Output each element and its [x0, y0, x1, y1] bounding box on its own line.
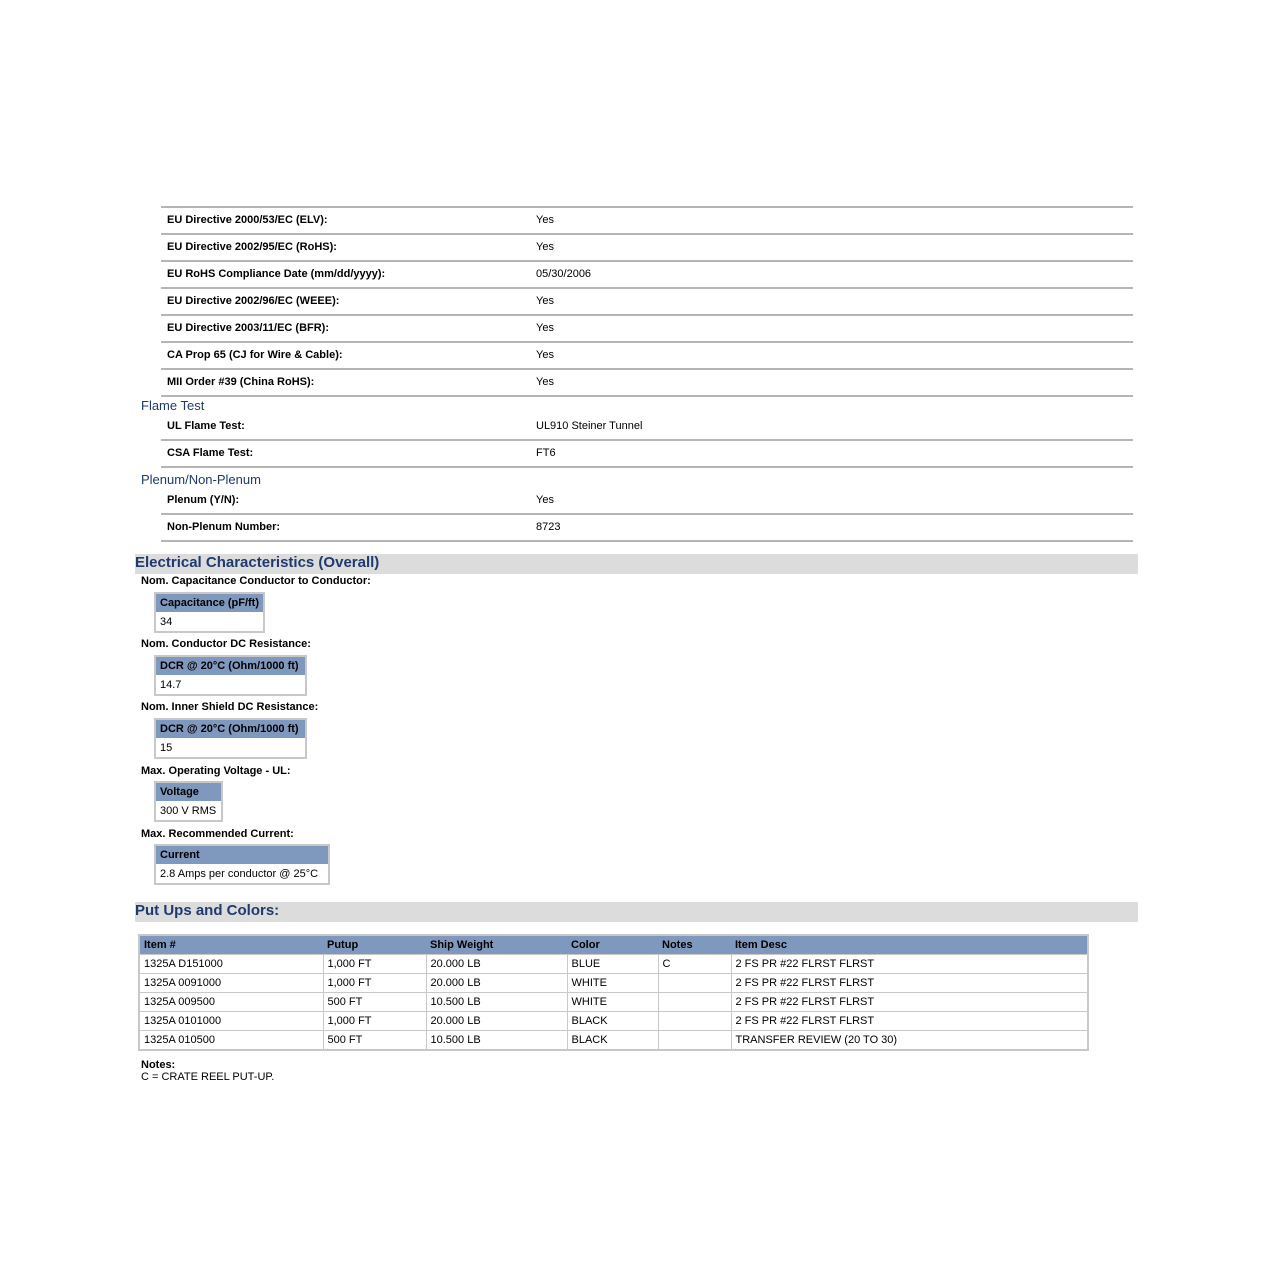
compliance-label: EU Directive 2003/11/EC (BFR): — [167, 322, 330, 334]
capacitance-label: Nom. Capacitance Conductor to Conductor: — [141, 575, 371, 587]
cell-item: 1325A 0101000 — [139, 1012, 323, 1031]
cell-color: BLUE — [567, 955, 658, 974]
current-value: 2.8 Amps per conductor @ 25°C — [160, 867, 319, 880]
capacitance-value: 34 — [160, 615, 173, 628]
compliance-row — [161, 206, 1133, 235]
compliance-value: Yes — [536, 322, 554, 334]
cell-color: BLACK — [567, 1031, 658, 1051]
cell-ship-weight: 20.000 LB — [426, 955, 567, 974]
compliance-value: Yes — [536, 241, 554, 253]
plenum-value: 8723 — [536, 521, 561, 533]
cell-putup: 1,000 FT — [323, 974, 426, 993]
compliance-row — [161, 343, 1133, 370]
current-label: Max. Recommended Current: — [141, 828, 294, 840]
table-row — [139, 993, 1088, 1012]
notes-title: Notes: — [141, 1059, 176, 1071]
compliance-value: Yes — [536, 349, 554, 361]
shield-dcr-header: DCR @ 20°C (Ohm/1000 ft) — [155, 719, 306, 738]
cell-item-desc: TRANSFER REVIEW (20 TO 30) — [731, 1031, 1088, 1051]
compliance-label: MII Order #39 (China RoHS): — [167, 376, 315, 388]
cell-ship-weight: 20.000 LB — [426, 1012, 567, 1031]
putups-header-row — [139, 935, 1088, 955]
compliance-value: 05/30/2006 — [536, 268, 592, 280]
capacitance-header: Capacitance (pF/ft) — [155, 593, 264, 612]
shield-dcr-label: Nom. Inner Shield DC Resistance: — [141, 701, 319, 713]
cell-item-desc: 2 FS PR #22 FLRST FLRST — [731, 993, 1088, 1012]
cell-notes: C — [658, 955, 731, 974]
plenum-row — [161, 515, 1133, 542]
cell-notes — [658, 974, 731, 993]
cell-item: 1325A 010500 — [139, 1031, 323, 1051]
col-header-notes: Notes — [658, 935, 731, 955]
flame-test-value: FT6 — [536, 447, 556, 459]
compliance-row — [161, 289, 1133, 316]
compliance-label: EU Directive 2000/53/EC (ELV): — [167, 214, 328, 226]
cell-item-desc: 2 FS PR #22 FLRST FLRST — [731, 955, 1088, 974]
notes-text: C = CRATE REEL PUT-UP. — [141, 1071, 275, 1083]
plenum-label: Non-Plenum Number: — [167, 521, 281, 533]
compliance-row — [161, 235, 1133, 262]
flame-test-label: CSA Flame Test: — [167, 447, 254, 459]
flame-test-label: UL Flame Test: — [167, 420, 245, 432]
cell-notes — [658, 993, 731, 1012]
cell-item: 1325A D151000 — [139, 955, 323, 974]
compliance-value: Yes — [536, 295, 554, 307]
electrical-section-band — [135, 554, 1138, 574]
col-header-color: Color — [567, 935, 658, 955]
col-header-putup: Putup — [323, 935, 426, 955]
cell-color: WHITE — [567, 993, 658, 1012]
col-header-item-desc: Item Desc — [731, 935, 1088, 955]
cell-putup: 1,000 FT — [323, 955, 426, 974]
compliance-label: CA Prop 65 (CJ for Wire & Cable): — [167, 349, 343, 361]
compliance-label: EU Directive 2002/95/EC (RoHS): — [167, 241, 337, 253]
plenum-table — [161, 488, 1133, 542]
cell-color: BLACK — [567, 1012, 658, 1031]
conductor-dcr-label: Nom. Conductor DC Resistance: — [141, 638, 311, 650]
cell-putup: 500 FT — [323, 993, 426, 1012]
table-row — [139, 1012, 1088, 1031]
current-header: Current — [155, 845, 329, 864]
flame-test-heading: Flame Test — [141, 398, 205, 413]
voltage-value: 300 V RMS — [160, 804, 217, 817]
flame-test-table — [161, 414, 1133, 468]
compliance-label: EU Directive 2002/96/EC (WEEE): — [167, 295, 340, 307]
voltage-header: Voltage — [155, 782, 222, 801]
table-row — [139, 955, 1088, 974]
cell-ship-weight: 10.500 LB — [426, 1031, 567, 1051]
conductor-dcr-value: 14.7 — [160, 678, 182, 691]
cell-color: WHITE — [567, 974, 658, 993]
plenum-label: Plenum (Y/N): — [167, 494, 240, 506]
shield-dcr-value: 15 — [160, 741, 173, 754]
col-header-ship-weight: Ship Weight — [426, 935, 567, 955]
plenum-heading: Plenum/Non-Plenum — [141, 472, 261, 487]
cell-ship-weight: 10.500 LB — [426, 993, 567, 1012]
cell-item-desc: 2 FS PR #22 FLRST FLRST — [731, 1012, 1088, 1031]
compliance-value: Yes — [536, 214, 554, 226]
putups-section-title: Put Ups and Colors: — [135, 902, 280, 919]
putups-section-band — [135, 902, 1138, 922]
compliance-row — [161, 262, 1133, 289]
cell-item: 1325A 009500 — [139, 993, 323, 1012]
compliance-row — [161, 370, 1133, 397]
cell-putup: 500 FT — [323, 1031, 426, 1051]
compliance-row — [161, 316, 1133, 343]
cell-item-desc: 2 FS PR #22 FLRST FLRST — [731, 974, 1088, 993]
voltage-table — [154, 781, 223, 822]
plenum-value: Yes — [536, 494, 554, 506]
compliance-label: EU RoHS Compliance Date (mm/dd/yyyy): — [167, 268, 386, 280]
electrical-section-title: Electrical Characteristics (Overall) — [135, 554, 380, 571]
voltage-label: Max. Operating Voltage - UL: — [141, 765, 291, 777]
plenum-row — [161, 488, 1133, 515]
flame-test-row — [161, 441, 1133, 468]
conductor-dcr-header: DCR @ 20°C (Ohm/1000 ft) — [155, 656, 306, 675]
conductor-dcr-table — [154, 655, 307, 696]
putups-table — [138, 934, 1089, 1051]
cell-item: 1325A 0091000 — [139, 974, 323, 993]
table-row — [139, 1031, 1088, 1051]
compliance-value: Yes — [536, 376, 554, 388]
flame-test-row — [161, 414, 1133, 441]
compliance-table — [161, 206, 1133, 397]
notes-block — [141, 1059, 274, 1083]
cell-notes — [658, 1031, 731, 1051]
current-table — [154, 844, 330, 885]
shield-dcr-table — [154, 718, 307, 759]
col-header-item: Item # — [139, 935, 323, 955]
flame-test-value: UL910 Steiner Tunnel — [536, 420, 643, 432]
capacitance-table — [154, 592, 265, 633]
table-row — [139, 974, 1088, 993]
cell-ship-weight: 20.000 LB — [426, 974, 567, 993]
cell-putup: 1,000 FT — [323, 1012, 426, 1031]
cell-notes — [658, 1012, 731, 1031]
